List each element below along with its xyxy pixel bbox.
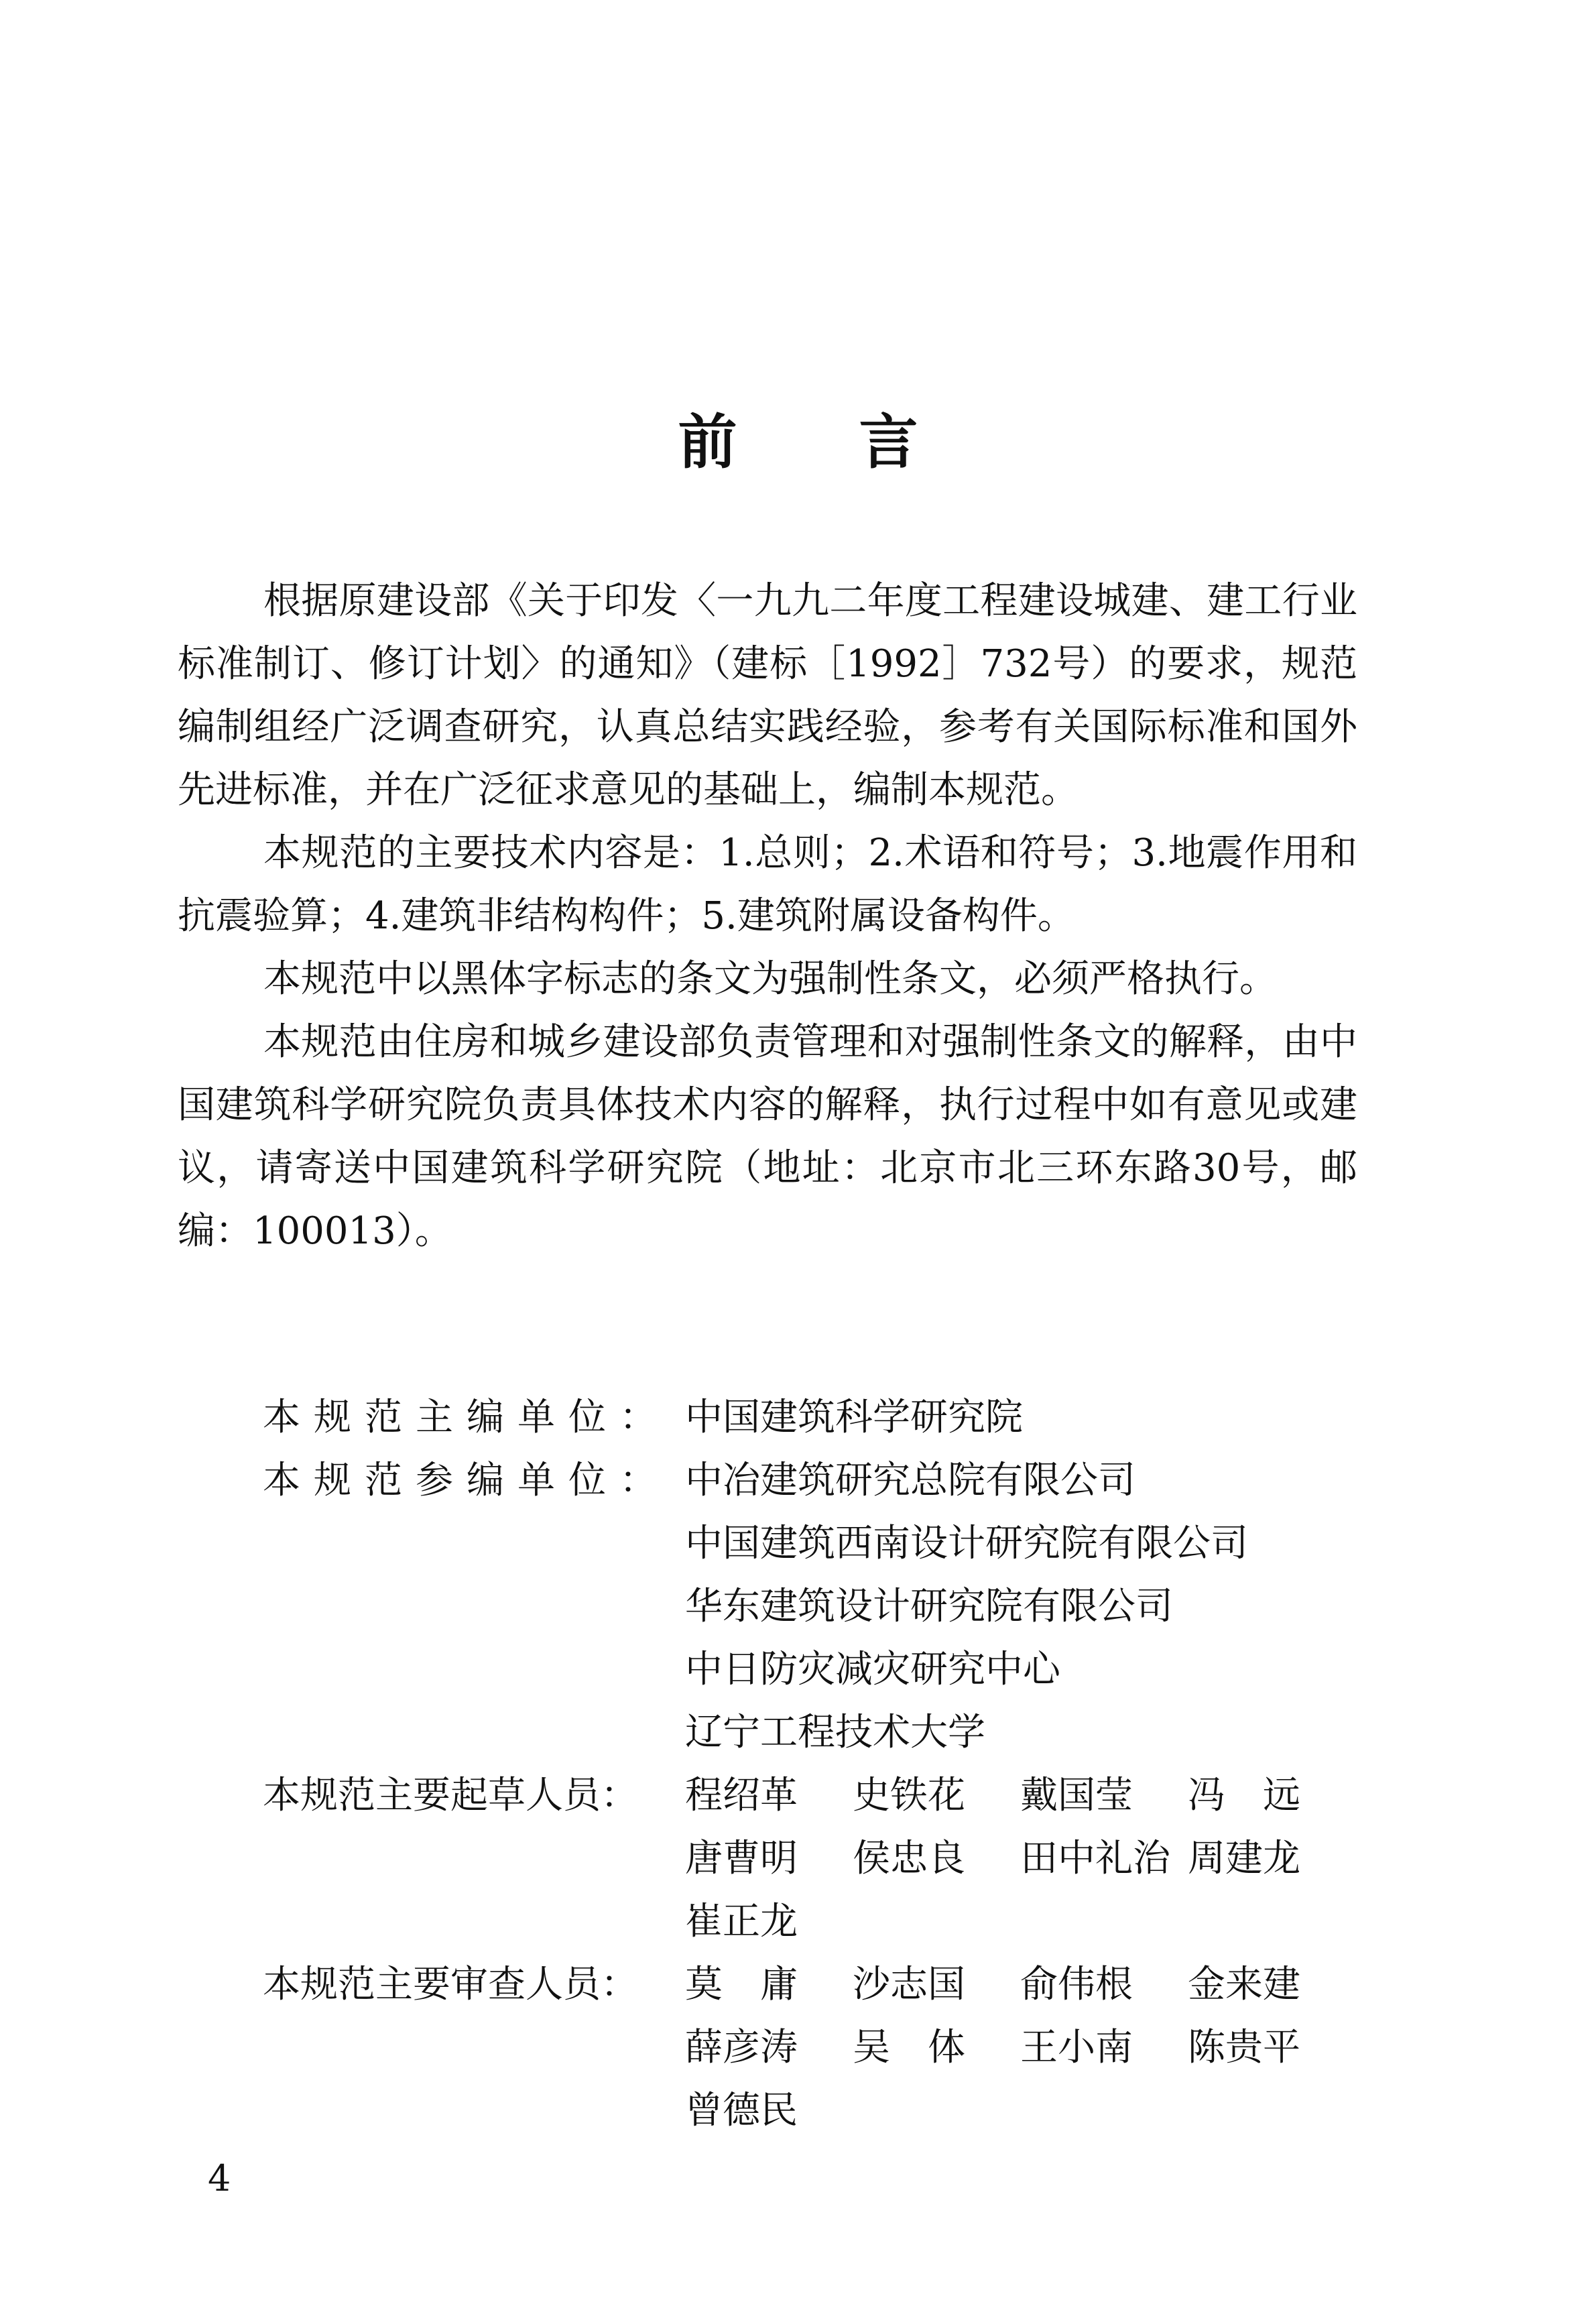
reviewers-block [263, 1953, 1362, 2142]
reviewer-name: 薛彦涛 [685, 2026, 798, 2069]
reviewer-name: 吴 体 [853, 2026, 965, 2069]
drafters-label: 本规范主要起草人员： [263, 1774, 638, 1817]
drafter-name: 程绍革 [685, 1774, 798, 1817]
reviewers-values [685, 1953, 1362, 2142]
chief-unit-block [263, 1386, 1362, 1449]
reviewers-row [685, 2016, 1362, 2079]
reviewer-name: 俞伟根 [1020, 1963, 1133, 2006]
drafter-name: 侯忠良 [853, 1837, 965, 1880]
chief-unit-name: 中国建筑科学研究院 [685, 1396, 1023, 1439]
participating-unit: 辽宁工程技术大学 [685, 1711, 985, 1754]
participating-unit: 华东建筑设计研究院有限公司 [685, 1585, 1173, 1628]
chief-unit-values [685, 1386, 1362, 1449]
drafter-name: 周建龙 [1188, 1837, 1300, 1880]
paragraph-management: 本规范由住房和城乡建设部负责管理和对强制性条文的解释，由中国建筑科学研究院负责具体技术内容的解释，执行过程中如有意见或建议，请寄送中国建筑科学研究院（地址：北京市北三环东路30号，邮编：100013）。 [178, 1020, 1357, 1253]
drafter-name: 冯 远 [1188, 1774, 1300, 1817]
credits-section [263, 1386, 1362, 2142]
title-char-2: 言 [859, 408, 918, 477]
reviewer-name: 曾德民 [685, 2089, 798, 2132]
participating-units-values [685, 1449, 1362, 1764]
paragraph-contents: 本规范的主要技术内容是：1.总则；2.术语和符号；3.地震作用和抗震验算；4.建筑非结构构件；5.建筑附属设备构件。 [178, 831, 1357, 938]
preface-body [178, 570, 1357, 1263]
reviewer-name: 沙志国 [853, 1963, 965, 2006]
chief-unit-label: 本规范主编单位： [263, 1396, 670, 1439]
drafters-values [685, 1764, 1362, 1953]
drafters-row [685, 1890, 1362, 1953]
reviewers-row [685, 1953, 1362, 2016]
reviewer-name: 莫 庸 [685, 1963, 798, 2006]
reviewer-name: 金来建 [1188, 1963, 1300, 2006]
drafters-row [685, 1764, 1362, 1827]
reviewers-row [685, 2079, 1362, 2142]
title-char-1: 前 [678, 408, 737, 477]
paragraph-origin: 根据原建设部《关于印发〈一九九二年度工程建设城建、建工行业标准制订、修订计划〉的通知》（建标［1992］732号）的要求，规范编制组经广泛调查研究，认真总结实践经验，参考有关国际标准和国外先进标准，并在广泛征求意见的基础上，编制本规范。 [178, 579, 1357, 812]
drafter-name: 唐曹明 [685, 1837, 798, 1880]
reviewer-name: 王小南 [1020, 2026, 1133, 2069]
participating-units-block [263, 1449, 1362, 1764]
participating-unit: 中国建筑西南设计研究院有限公司 [685, 1522, 1248, 1565]
drafters-block [263, 1764, 1362, 1953]
reviewers-label: 本规范主要审查人员： [263, 1963, 638, 2006]
page-number: 4 [208, 2157, 231, 2199]
page-title [0, 402, 1596, 483]
drafter-name: 崔正龙 [685, 1900, 798, 1943]
reviewer-name: 陈贵平 [1188, 2026, 1300, 2069]
participating-unit: 中冶建筑研究总院有限公司 [685, 1459, 1135, 1502]
participating-unit: 中日防灾减灾研究中心 [685, 1648, 1060, 1691]
drafters-row [685, 1827, 1362, 1890]
drafter-name: 戴国莹 [1020, 1774, 1133, 1817]
participating-units-label: 本规范参编单位： [263, 1459, 670, 1502]
drafter-name: 田中礼治 [1020, 1837, 1170, 1880]
paragraph-mandatory: 本规范中以黑体字标志的条文为强制性条文，必须严格执行。 [263, 957, 1277, 1001]
drafter-name: 史铁花 [853, 1774, 965, 1817]
